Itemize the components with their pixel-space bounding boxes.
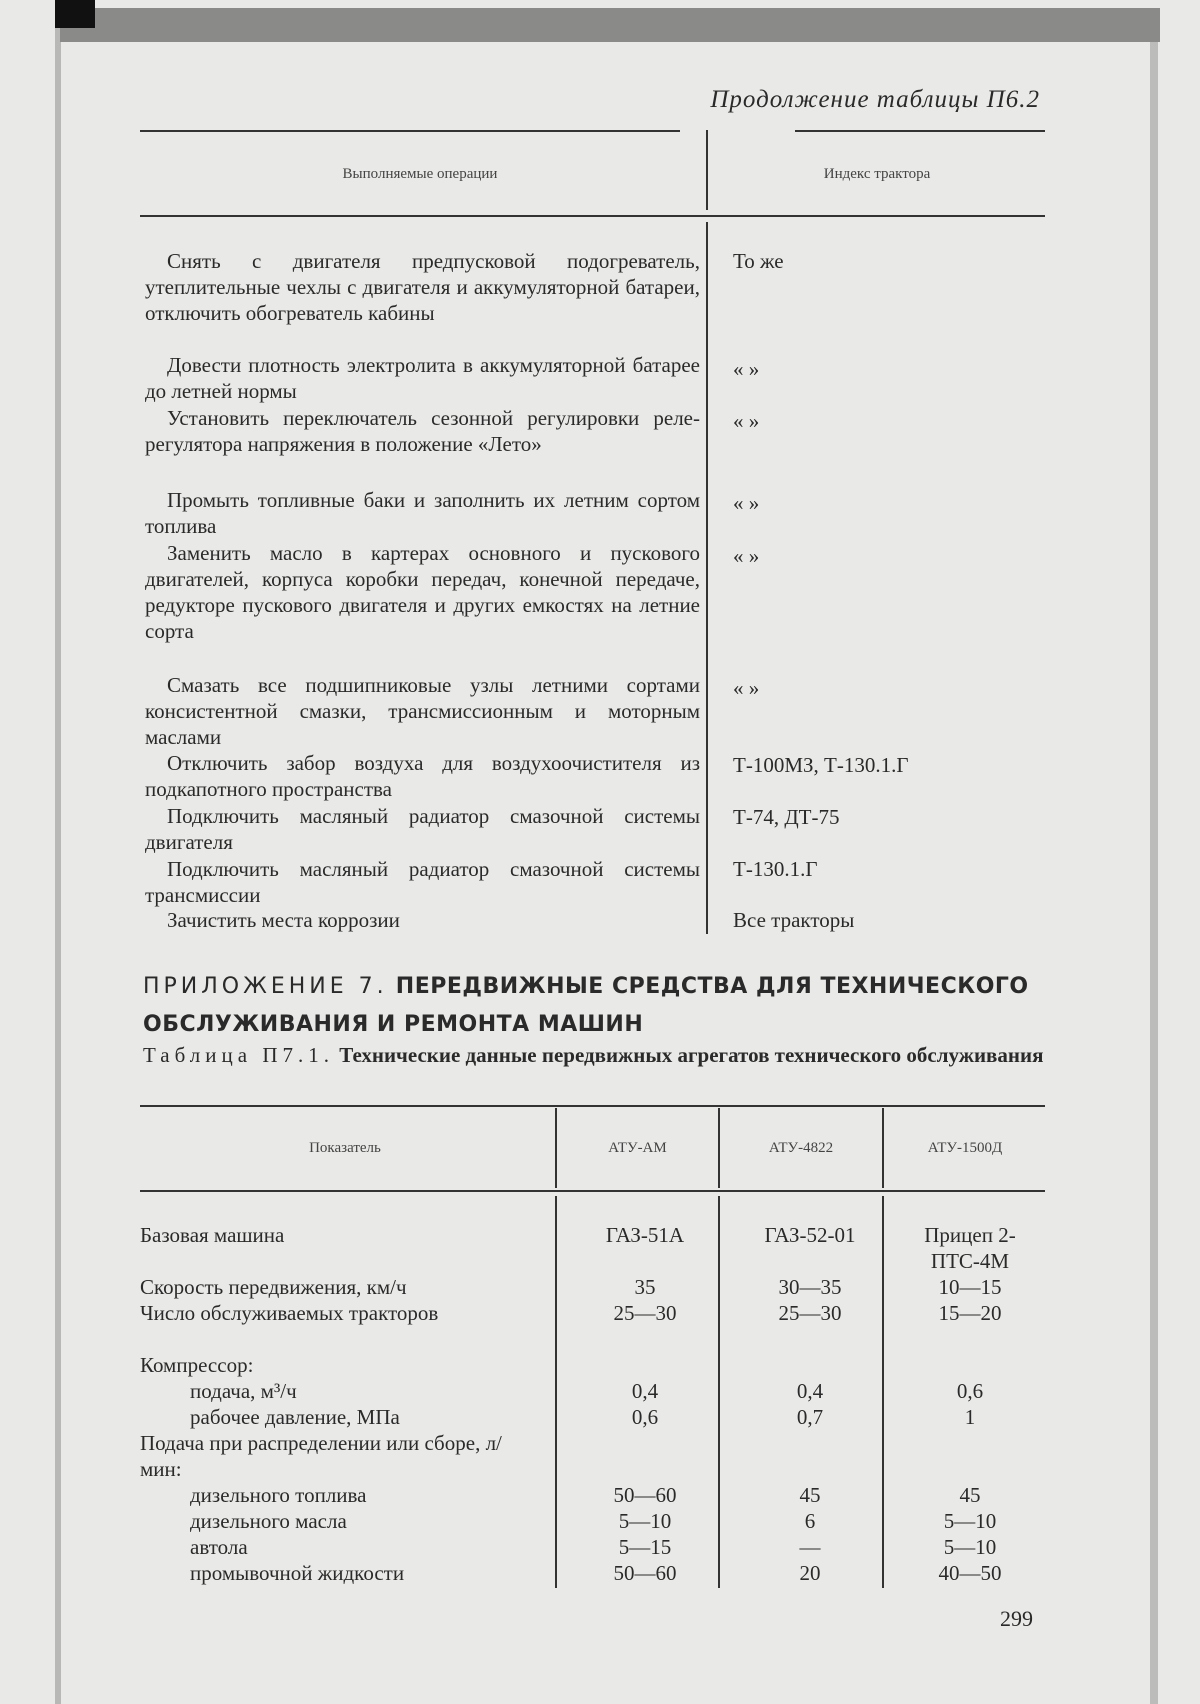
table2-row-label: Базовая машина	[140, 1223, 285, 1247]
table2-cell: 50—60	[613, 1483, 677, 1507]
table2-cell: 5—15	[618, 1535, 672, 1559]
table1-row-index: Т-100МЗ, Т-130.1.Г	[733, 753, 909, 777]
table2-cell: 0,4	[796, 1379, 824, 1403]
page-right-edge	[1150, 30, 1158, 1704]
table1-top-rule	[140, 130, 680, 132]
table2-cell: 10—15	[938, 1275, 1002, 1299]
table2-header-col1: АТУ-АМ	[608, 1140, 667, 1156]
table2-row-label: рабочее давление, МПа	[190, 1405, 400, 1429]
table1-row-index: Все тракторы	[733, 908, 855, 932]
table2-cell: 45	[799, 1483, 821, 1507]
table2-top-rule	[140, 1105, 1045, 1107]
table2-column-divider-2	[718, 1196, 720, 1588]
table2-header-col2: АТУ-4822	[768, 1140, 834, 1156]
continuation-title: Продолжение таблицы П6.2	[710, 86, 1040, 113]
table1-row-index: Т-74, ДТ-75	[733, 805, 840, 829]
table2-cell: 0,6	[631, 1405, 659, 1429]
table1-row-index: « »	[733, 491, 760, 515]
table1-row: Смазать все подшипниковые узлы летними сортами консистентной смазки, трансмиссионным и моторным маслами	[145, 673, 700, 749]
table1-row: Отключить забор воздуха для воздухоочистителя из подкапотного пространства	[145, 751, 700, 801]
table1-row: Подключить масляный радиатор смазочной системы двигателя	[145, 804, 700, 854]
table1-row-index: Т-130.1.Г	[733, 857, 818, 881]
table2-caption	[143, 1043, 1063, 1067]
table1-row-index: « »	[733, 409, 760, 433]
table2-cell: 20	[799, 1561, 821, 1585]
table1-header-index: Индекс трактора	[823, 166, 931, 182]
table2-cell: 25—30	[613, 1301, 677, 1325]
table2-header-divider-2	[718, 1108, 720, 1188]
table1-row: Снять с двигателя предпусковой подогреватель, утеплительные чехлы с двигателя и аккумуляторной батареи, отключить обогреватель кабины	[145, 249, 700, 325]
table1-header-divider	[706, 130, 708, 210]
table1-column-divider	[706, 222, 708, 934]
table1-header-operations: Выполняемые операции	[342, 166, 498, 182]
table2-cell: —	[799, 1535, 821, 1559]
table2-header-divider-3	[882, 1108, 884, 1188]
table1-row: Установить переключатель сезонной регулировки реле-регулятора напряжения в положение «Лето»	[145, 406, 700, 456]
scan-top-band	[60, 8, 1160, 42]
table2-cell: 50—60	[613, 1561, 677, 1585]
table2-cell: 15—20	[938, 1301, 1002, 1325]
table2-cell: 6	[804, 1509, 816, 1533]
table1-row-index: « »	[733, 357, 760, 381]
table2-cell: 5—10	[943, 1509, 997, 1533]
table1-top-rule-right	[795, 130, 1045, 132]
table2-row-label: промывочной жидкости	[190, 1561, 405, 1585]
table1-row: Заменить масло в картерах основного и пускового двигателей, корпуса коробки передач, конечной передаче, редукторе пускового двигателя и других емкостях на летние сорта	[145, 541, 700, 643]
table2-caption-text: Технические данные передвижных агрегатов технического обслуживания	[339, 1043, 1044, 1067]
table1-row: Промыть топливные баки и заполнить их летним сортом топлива	[145, 488, 700, 538]
appendix-title	[143, 968, 1063, 1044]
table2-cell: 30—35	[778, 1275, 842, 1299]
table2-cell: 5—10	[943, 1535, 997, 1559]
table1-row: Довести плотность электролита в аккумуляторной батарее до летней нормы	[145, 353, 700, 403]
table2-caption-prefix: Таблица П7.1.	[143, 1043, 334, 1067]
table2-cell: 1	[964, 1405, 976, 1429]
table2-cell: 40—50	[938, 1561, 1002, 1585]
table2-row-label: Компрессор:	[140, 1353, 254, 1377]
table2-cell: 45	[959, 1483, 981, 1507]
page-left-edge	[55, 0, 61, 1704]
table2-header-rule	[140, 1190, 1045, 1192]
table1-row: Подключить масляный радиатор смазочной системы трансмиссии	[145, 857, 700, 907]
table2-cell: ГАЗ-51А	[605, 1223, 685, 1247]
table1-row-index: То же	[733, 249, 784, 273]
table2-cell: 35	[634, 1275, 656, 1299]
table2-row-label: подача, м³/ч	[190, 1379, 297, 1403]
table2-row-label: дизельного топлива	[190, 1483, 367, 1507]
table2-cell: 5—10	[618, 1509, 672, 1533]
table2-cell: Прицеп 2-ПТС-4М	[924, 1223, 1016, 1273]
table2-row-label: Подача при распределении или сборе, л/мин:	[140, 1431, 502, 1481]
table2-row-label: дизельного масла	[190, 1509, 347, 1533]
table1-row-index: « »	[733, 544, 760, 568]
page-number: 299	[1000, 1606, 1033, 1631]
table2-row-label: автола	[190, 1535, 248, 1559]
table2-header-indicator: Показатель	[309, 1140, 381, 1156]
scan-corner	[55, 0, 95, 28]
table2-cell: 0,7	[796, 1405, 824, 1429]
table1-row: Зачистить места коррозии	[167, 908, 400, 932]
table1-header-rule	[140, 215, 1045, 217]
table2-cell: ГАЗ-52-01	[764, 1223, 856, 1247]
table2-header-divider-1	[555, 1108, 557, 1188]
table2-row-label: Число обслуживаемых тракторов	[140, 1301, 439, 1325]
appendix-heading: ПЕРЕДВИЖНЫЕ СРЕДСТВА ДЛЯ ТЕХНИЧЕСКОГО ОБСЛУЖИВАНИЯ И РЕМОНТА МАШИН	[143, 974, 1029, 1037]
table2-header-col3: АТУ-1500Д	[927, 1140, 1003, 1156]
appendix-prefix: ПРИЛОЖЕНИЕ 7.	[143, 974, 388, 999]
table2-cell: 25—30	[778, 1301, 842, 1325]
table2-row-label: Скорость передвижения, км/ч	[140, 1275, 407, 1299]
table2-cell: 0,6	[956, 1379, 984, 1403]
table1-row-index: « »	[733, 676, 760, 700]
table2-cell: 0,4	[631, 1379, 659, 1403]
